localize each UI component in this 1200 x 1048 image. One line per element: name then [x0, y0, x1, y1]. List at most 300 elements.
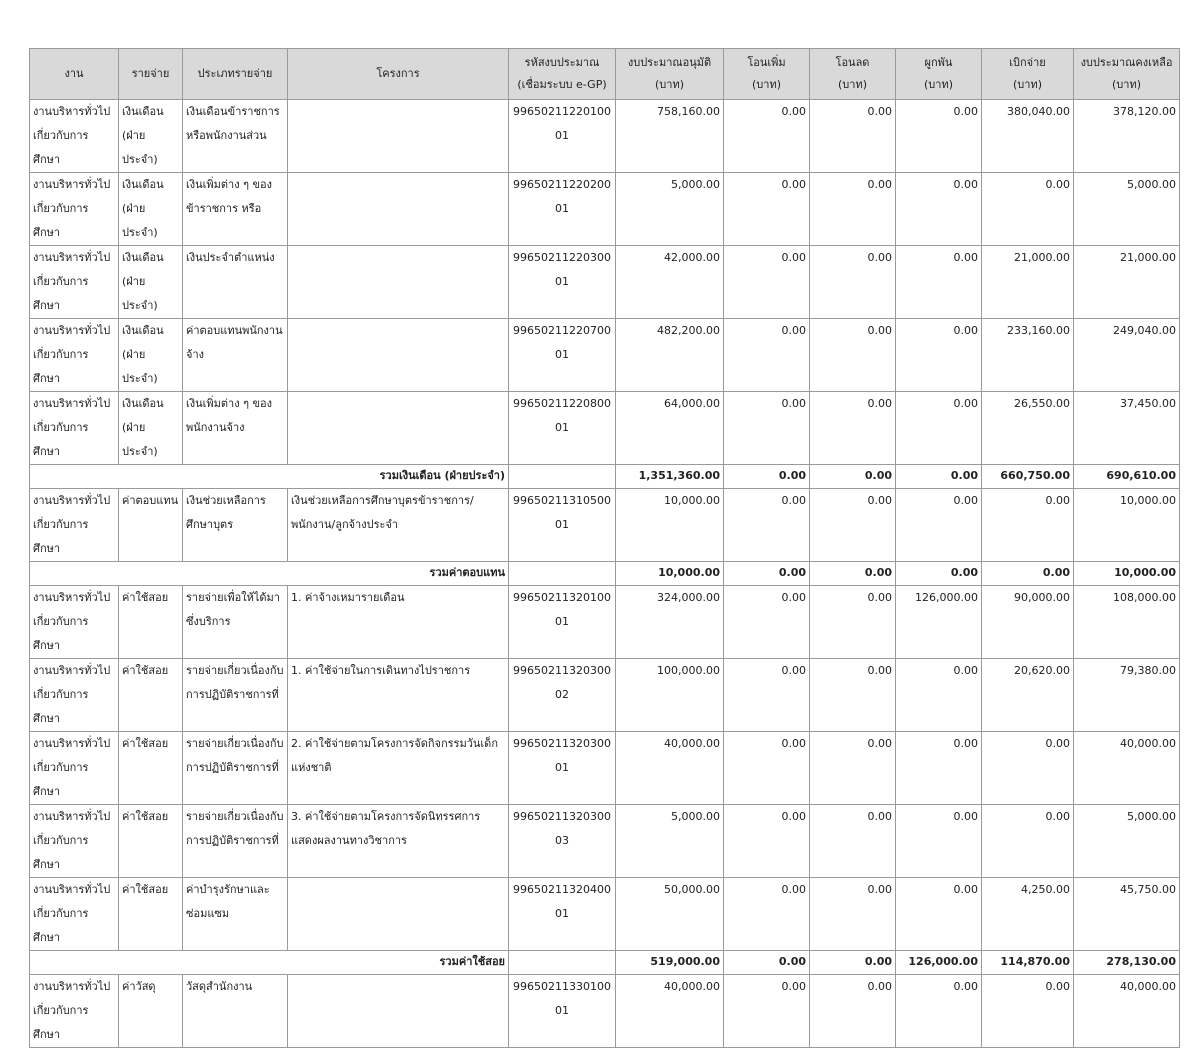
cell-transfer-in [724, 732, 810, 805]
cell-expense-text: ค่าใช้สอย [122, 591, 169, 604]
col-header-committed [896, 49, 982, 100]
cell-committed [896, 805, 982, 878]
subtotal-code-blank [509, 951, 616, 975]
cell-approved-text: 64,000.00 [664, 397, 720, 410]
cell-approved-text: 324,000.00 [657, 591, 720, 604]
cell-transfer-out-text: 0.00 [867, 494, 892, 507]
cell-committed [896, 100, 982, 173]
cell-budget-code-text: 9965021132030002 [513, 664, 611, 701]
cell-transfer-out-text: 0.00 [867, 105, 892, 118]
table-row [30, 975, 1180, 1048]
cell-work-text: งานบริหารทั่วไปเกี่ยวกับการศึกษา [33, 105, 111, 166]
cell-budget-code [509, 246, 616, 319]
cell-approved [616, 732, 724, 805]
subtotal-row [30, 562, 1180, 586]
header-sublabel: (บาท) [655, 78, 684, 91]
cell-work-text: งานบริหารทั่วไปเกี่ยวกับการศึกษา [33, 178, 111, 239]
cell-project-text: 3. ค่าใช้จ่ายตามโครงการจัดนิทรรศการแสดงผลงานทางวิชาการ [291, 810, 481, 847]
header-label: โครงการ [376, 67, 420, 80]
cell-transfer-in [724, 465, 810, 489]
cell-work [30, 392, 119, 465]
cell-transfer-in [724, 319, 810, 392]
cell-disbursed [982, 659, 1074, 732]
cell-disbursed-text: 660,750.00 [1000, 469, 1070, 482]
cell-budget-code [509, 659, 616, 732]
cell-remaining-text: 45,750.00 [1120, 883, 1176, 896]
cell-approved-text: 5,000.00 [671, 810, 720, 823]
cell-remaining-text: 21,000.00 [1120, 251, 1176, 264]
cell-budget-code-text: 9965021132010001 [513, 591, 611, 628]
cell-transfer-out [810, 392, 896, 465]
cell-transfer-in-text: 0.00 [781, 980, 806, 993]
cell-disbursed [982, 465, 1074, 489]
header-sublabel: (บาท) [924, 78, 953, 91]
cell-transfer-in-text: 0.00 [778, 955, 806, 968]
cell-remaining-text: 5,000.00 [1127, 810, 1176, 823]
cell-approved-text: 50,000.00 [664, 883, 720, 896]
cell-project [288, 246, 509, 319]
cell-disbursed-text: 21,000.00 [1014, 251, 1070, 264]
cell-budget-code [509, 586, 616, 659]
cell-transfer-in [724, 951, 810, 975]
cell-expense-type [183, 246, 288, 319]
cell-expense-text: เงินเดือน (ฝ่ายประจำ) [122, 324, 164, 385]
cell-disbursed-text: 233,160.00 [1007, 324, 1070, 337]
subtotal-label [30, 951, 509, 975]
cell-transfer-in [724, 975, 810, 1048]
cell-approved [616, 659, 724, 732]
cell-expense [119, 173, 183, 246]
cell-expense-type [183, 659, 288, 732]
cell-work [30, 975, 119, 1048]
cell-committed-text: 0.00 [950, 469, 978, 482]
table-header-row [30, 49, 1180, 100]
cell-disbursed [982, 878, 1074, 951]
cell-work [30, 319, 119, 392]
cell-approved [616, 951, 724, 975]
cell-expense-text: ค่าใช้สอย [122, 664, 169, 677]
cell-remaining [1074, 173, 1180, 246]
cell-committed-text: 126,000.00 [915, 591, 978, 604]
cell-disbursed-text: 26,550.00 [1014, 397, 1070, 410]
cell-expense-type-text: เงินเพิ่มต่าง ๆ ของพนักงานจ้าง [186, 397, 273, 434]
cell-transfer-in [724, 100, 810, 173]
cell-project [288, 732, 509, 805]
header-label: โอนเพิ่ม [747, 56, 786, 69]
cell-expense [119, 659, 183, 732]
cell-approved [616, 392, 724, 465]
cell-approved [616, 975, 724, 1048]
cell-remaining-text: 40,000.00 [1120, 980, 1176, 993]
cell-approved [616, 562, 724, 586]
cell-remaining [1074, 489, 1180, 562]
cell-disbursed-text: 4,250.00 [1021, 883, 1070, 896]
cell-remaining-text: 278,130.00 [1106, 955, 1176, 968]
col-header-expense-type [183, 49, 288, 100]
cell-transfer-in-text: 0.00 [778, 469, 806, 482]
cell-approved-text: 482,200.00 [657, 324, 720, 337]
budget-report-sheet [29, 48, 1179, 1048]
table-row [30, 173, 1180, 246]
cell-expense-text: เงินเดือน (ฝ่ายประจำ) [122, 397, 164, 458]
cell-approved-text: 758,160.00 [657, 105, 720, 118]
header-label: ผูกพัน [924, 56, 953, 69]
cell-committed [896, 465, 982, 489]
cell-expense-type-text: รายจ่ายเกี่ยวเนื่องกับการปฏิบัติราชการที่ [186, 810, 284, 847]
cell-expense-type-text: เงินประจำตำแหน่ง [186, 251, 275, 264]
subtotal-label [30, 465, 509, 489]
cell-project [288, 100, 509, 173]
cell-disbursed-text: 114,870.00 [1000, 955, 1070, 968]
header-sublabel: (บาท) [1112, 78, 1141, 91]
cell-work-text: งานบริหารทั่วไปเกี่ยวกับการศึกษา [33, 810, 111, 871]
cell-remaining [1074, 100, 1180, 173]
cell-committed [896, 975, 982, 1048]
cell-remaining [1074, 878, 1180, 951]
cell-remaining [1074, 659, 1180, 732]
cell-expense-type [183, 878, 288, 951]
cell-committed-text: 0.00 [950, 566, 978, 579]
cell-remaining-text: 690,610.00 [1106, 469, 1176, 482]
cell-committed-text: 0.00 [953, 737, 978, 750]
table-row [30, 392, 1180, 465]
cell-committed [896, 392, 982, 465]
cell-approved-text: 5,000.00 [671, 178, 720, 191]
cell-transfer-in-text: 0.00 [781, 494, 806, 507]
cell-work [30, 586, 119, 659]
cell-transfer-out-text: 0.00 [864, 566, 892, 579]
col-header-transfer-out [810, 49, 896, 100]
cell-expense-text: ค่าใช้สอย [122, 810, 169, 823]
cell-expense [119, 975, 183, 1048]
cell-work-text: งานบริหารทั่วไปเกี่ยวกับการศึกษา [33, 324, 111, 385]
cell-disbursed-text: 0.00 [1045, 810, 1070, 823]
cell-remaining-text: 378,120.00 [1113, 105, 1176, 118]
subtotal-code-blank [509, 562, 616, 586]
col-header-transfer-in [724, 49, 810, 100]
subtotal-label-text: รวมค่าตอบแทน [429, 566, 505, 579]
budget-table [29, 48, 1180, 1048]
table-body [30, 100, 1180, 1048]
cell-remaining [1074, 319, 1180, 392]
cell-work [30, 732, 119, 805]
col-header-project [288, 49, 509, 100]
cell-transfer-in-text: 0.00 [781, 737, 806, 750]
cell-transfer-in-text: 0.00 [781, 883, 806, 896]
cell-transfer-out [810, 732, 896, 805]
cell-expense-type [183, 319, 288, 392]
header-label: งบประมาณอนุมัติ [627, 56, 712, 69]
cell-remaining-text: 10,000.00 [1114, 566, 1176, 579]
cell-work [30, 246, 119, 319]
cell-disbursed-text: 0.00 [1042, 566, 1070, 579]
cell-project [288, 392, 509, 465]
cell-transfer-in-text: 0.00 [781, 178, 806, 191]
cell-work [30, 878, 119, 951]
cell-approved-text: 1,351,360.00 [638, 469, 720, 482]
cell-transfer-in [724, 392, 810, 465]
header-label: งาน [64, 67, 84, 80]
cell-transfer-out-text: 0.00 [864, 469, 892, 482]
cell-expense-type [183, 392, 288, 465]
cell-committed [896, 951, 982, 975]
cell-expense-type-text: เงินช่วยเหลือการศึกษาบุตร [186, 494, 266, 531]
cell-expense-type-text: วัสดุสำนักงาน [186, 980, 253, 993]
cell-remaining [1074, 392, 1180, 465]
cell-transfer-out [810, 246, 896, 319]
cell-committed [896, 319, 982, 392]
cell-committed [896, 732, 982, 805]
cell-remaining [1074, 951, 1180, 975]
header-label: รายจ่าย [131, 67, 170, 80]
cell-expense-type [183, 586, 288, 659]
header-label: โอนลด [835, 56, 870, 69]
cell-remaining [1074, 586, 1180, 659]
cell-disbursed [982, 173, 1074, 246]
cell-disbursed-text: 0.00 [1045, 494, 1070, 507]
cell-expense-type [183, 489, 288, 562]
cell-work-text: งานบริหารทั่วไปเกี่ยวกับการศึกษา [33, 883, 111, 944]
cell-budget-code-text: 9965021133010001 [513, 980, 611, 1017]
cell-budget-code-text: 9965021131050001 [513, 494, 611, 531]
cell-expense-text: ค่าใช้สอย [122, 737, 169, 750]
cell-budget-code-text: 9965021132030003 [513, 810, 611, 847]
cell-project-text: 1. ค่าจ้างเหมารายเดือน [291, 591, 405, 604]
cell-transfer-out-text: 0.00 [867, 397, 892, 410]
cell-disbursed-text: 380,040.00 [1007, 105, 1070, 118]
header-label: รหัสงบประมาณ [524, 56, 600, 69]
cell-transfer-in [724, 586, 810, 659]
cell-disbursed [982, 586, 1074, 659]
cell-disbursed-text: 0.00 [1045, 737, 1070, 750]
cell-committed-text: 0.00 [953, 105, 978, 118]
cell-budget-code [509, 805, 616, 878]
cell-expense-text: ค่าวัสดุ [122, 980, 156, 993]
cell-project [288, 319, 509, 392]
cell-work-text: งานบริหารทั่วไปเกี่ยวกับการศึกษา [33, 664, 111, 725]
col-header-work [30, 49, 119, 100]
cell-disbursed [982, 975, 1074, 1048]
table-row [30, 246, 1180, 319]
cell-approved-text: 10,000.00 [664, 494, 720, 507]
subtotal-label [30, 562, 509, 586]
cell-budget-code-text: 9965021122070001 [513, 324, 611, 361]
cell-transfer-in [724, 659, 810, 732]
cell-budget-code [509, 489, 616, 562]
cell-remaining [1074, 805, 1180, 878]
cell-expense-type-text: รายจ่ายเพื่อให้ได้มาซึ่งบริการ [186, 591, 280, 628]
cell-budget-code [509, 319, 616, 392]
cell-expense [119, 319, 183, 392]
cell-project-text: เงินช่วยเหลือการศึกษาบุตรข้าราชการ/พนักงาน/ลูกจ้างประจำ [291, 494, 474, 531]
cell-budget-code-text: 9965021122080001 [513, 397, 611, 434]
header-sublabel: (เชื่อมระบบ e-GP) [517, 78, 607, 91]
cell-transfer-out [810, 173, 896, 246]
cell-transfer-out [810, 319, 896, 392]
cell-remaining [1074, 732, 1180, 805]
cell-committed-text: 0.00 [953, 980, 978, 993]
cell-transfer-out-text: 0.00 [867, 737, 892, 750]
cell-expense-type [183, 732, 288, 805]
cell-transfer-in-text: 0.00 [778, 566, 806, 579]
cell-expense [119, 805, 183, 878]
cell-work-text: งานบริหารทั่วไปเกี่ยวกับการศึกษา [33, 980, 111, 1041]
cell-remaining [1074, 465, 1180, 489]
cell-disbursed [982, 246, 1074, 319]
cell-approved [616, 173, 724, 246]
cell-remaining-text: 108,000.00 [1113, 591, 1176, 604]
cell-disbursed-text: 20,620.00 [1014, 664, 1070, 677]
col-header-remaining [1074, 49, 1180, 100]
cell-expense-text: ค่าใช้สอย [122, 883, 169, 896]
cell-work [30, 659, 119, 732]
cell-work-text: งานบริหารทั่วไปเกี่ยวกับการศึกษา [33, 737, 111, 798]
cell-project [288, 878, 509, 951]
cell-remaining [1074, 975, 1180, 1048]
cell-project [288, 975, 509, 1048]
cell-disbursed [982, 732, 1074, 805]
cell-project [288, 489, 509, 562]
cell-approved [616, 100, 724, 173]
cell-expense-type-text: รายจ่ายเกี่ยวเนื่องกับการปฏิบัติราชการที่ [186, 737, 284, 774]
cell-expense-type-text: เงินเดือนข้าราชการหรือพนักงานส่วน [186, 105, 280, 142]
table-row [30, 805, 1180, 878]
cell-remaining [1074, 562, 1180, 586]
cell-approved [616, 878, 724, 951]
cell-approved-text: 40,000.00 [664, 737, 720, 750]
cell-budget-code-text: 9965021122010001 [513, 105, 611, 142]
cell-approved-text: 40,000.00 [664, 980, 720, 993]
cell-committed-text: 0.00 [953, 397, 978, 410]
cell-transfer-out-text: 0.00 [867, 178, 892, 191]
cell-transfer-out-text: 0.00 [867, 664, 892, 677]
cell-transfer-out-text: 0.00 [864, 955, 892, 968]
header-label: ประเภทรายจ่าย [197, 67, 273, 80]
cell-approved [616, 246, 724, 319]
cell-project [288, 586, 509, 659]
cell-transfer-out [810, 489, 896, 562]
cell-transfer-in-text: 0.00 [781, 397, 806, 410]
cell-expense-text: เงินเดือน (ฝ่ายประจำ) [122, 105, 164, 166]
cell-budget-code-text: 9965021132040001 [513, 883, 611, 920]
cell-transfer-in [724, 489, 810, 562]
cell-expense-type [183, 805, 288, 878]
cell-work-text: งานบริหารทั่วไปเกี่ยวกับการศึกษา [33, 591, 111, 652]
cell-expense-type-text: รายจ่ายเกี่ยวเนื่องกับการปฏิบัติราชการที่ [186, 664, 284, 701]
cell-disbursed-text: 90,000.00 [1014, 591, 1070, 604]
cell-transfer-in [724, 878, 810, 951]
cell-transfer-in [724, 562, 810, 586]
cell-approved [616, 489, 724, 562]
cell-remaining-text: 5,000.00 [1127, 178, 1176, 191]
cell-expense [119, 878, 183, 951]
cell-transfer-out [810, 465, 896, 489]
cell-transfer-out-text: 0.00 [867, 591, 892, 604]
header-label: งบประมาณคงเหลือ [1080, 56, 1173, 69]
header-sublabel: (บาท) [752, 78, 781, 91]
cell-work [30, 805, 119, 878]
cell-committed [896, 586, 982, 659]
cell-disbursed-text: 0.00 [1045, 980, 1070, 993]
cell-committed [896, 489, 982, 562]
table-row [30, 659, 1180, 732]
cell-disbursed [982, 100, 1074, 173]
table-row [30, 586, 1180, 659]
subtotal-row [30, 951, 1180, 975]
cell-budget-code [509, 100, 616, 173]
col-header-approved [616, 49, 724, 100]
cell-transfer-in [724, 246, 810, 319]
cell-approved-text: 100,000.00 [657, 664, 720, 677]
subtotal-label-text: รวมเงินเดือน (ฝ่ายประจำ) [379, 469, 505, 482]
cell-expense [119, 392, 183, 465]
cell-disbursed [982, 805, 1074, 878]
cell-transfer-out [810, 562, 896, 586]
cell-transfer-out [810, 951, 896, 975]
cell-approved-text: 42,000.00 [664, 251, 720, 264]
cell-committed-text: 0.00 [953, 883, 978, 896]
cell-disbursed [982, 319, 1074, 392]
cell-remaining [1074, 246, 1180, 319]
cell-disbursed [982, 562, 1074, 586]
subtotal-row [30, 465, 1180, 489]
cell-expense-text: ค่าตอบแทน [122, 494, 179, 507]
header-sublabel: (บาท) [1013, 78, 1042, 91]
cell-work [30, 100, 119, 173]
cell-expense-type-text: ค่าบำรุงรักษาและซ่อมแซม [186, 883, 270, 920]
cell-transfer-out [810, 586, 896, 659]
cell-project-text: 2. ค่าใช้จ่ายตามโครงการจัดกิจกรรมวันเด็กแห่งชาติ [291, 737, 498, 774]
cell-expense-type [183, 100, 288, 173]
cell-work-text: งานบริหารทั่วไปเกี่ยวกับการศึกษา [33, 251, 111, 312]
cell-transfer-out-text: 0.00 [867, 883, 892, 896]
cell-budget-code [509, 975, 616, 1048]
cell-committed-text: 0.00 [953, 178, 978, 191]
cell-approved [616, 319, 724, 392]
cell-committed-text: 0.00 [953, 324, 978, 337]
cell-transfer-out-text: 0.00 [867, 251, 892, 264]
table-row [30, 319, 1180, 392]
cell-transfer-out-text: 0.00 [867, 810, 892, 823]
cell-project [288, 659, 509, 732]
header-sublabel: (บาท) [838, 78, 867, 91]
header-label: เบิกจ่าย [1009, 56, 1046, 69]
cell-expense-type [183, 173, 288, 246]
cell-remaining-text: 249,040.00 [1113, 324, 1176, 337]
cell-transfer-in-text: 0.00 [781, 810, 806, 823]
col-header-expense [119, 49, 183, 100]
cell-approved [616, 805, 724, 878]
cell-work-text: งานบริหารทั่วไปเกี่ยวกับการศึกษา [33, 494, 111, 555]
cell-committed-text: 0.00 [953, 810, 978, 823]
cell-remaining-text: 40,000.00 [1120, 737, 1176, 750]
table-row [30, 100, 1180, 173]
cell-disbursed [982, 489, 1074, 562]
col-header-budget-code [509, 49, 616, 100]
cell-transfer-in-text: 0.00 [781, 664, 806, 677]
cell-expense [119, 100, 183, 173]
subtotal-code-blank [509, 465, 616, 489]
cell-budget-code [509, 878, 616, 951]
cell-budget-code-text: 9965021122020001 [513, 178, 611, 215]
cell-transfer-out [810, 100, 896, 173]
cell-transfer-in [724, 173, 810, 246]
cell-approved [616, 586, 724, 659]
cell-approved [616, 465, 724, 489]
cell-expense-type-text: ค่าตอบแทนพนักงานจ้าง [186, 324, 283, 361]
cell-work [30, 489, 119, 562]
cell-project-text: 1. ค่าใช้จ่ายในการเดินทางไปราชการ [291, 664, 471, 677]
